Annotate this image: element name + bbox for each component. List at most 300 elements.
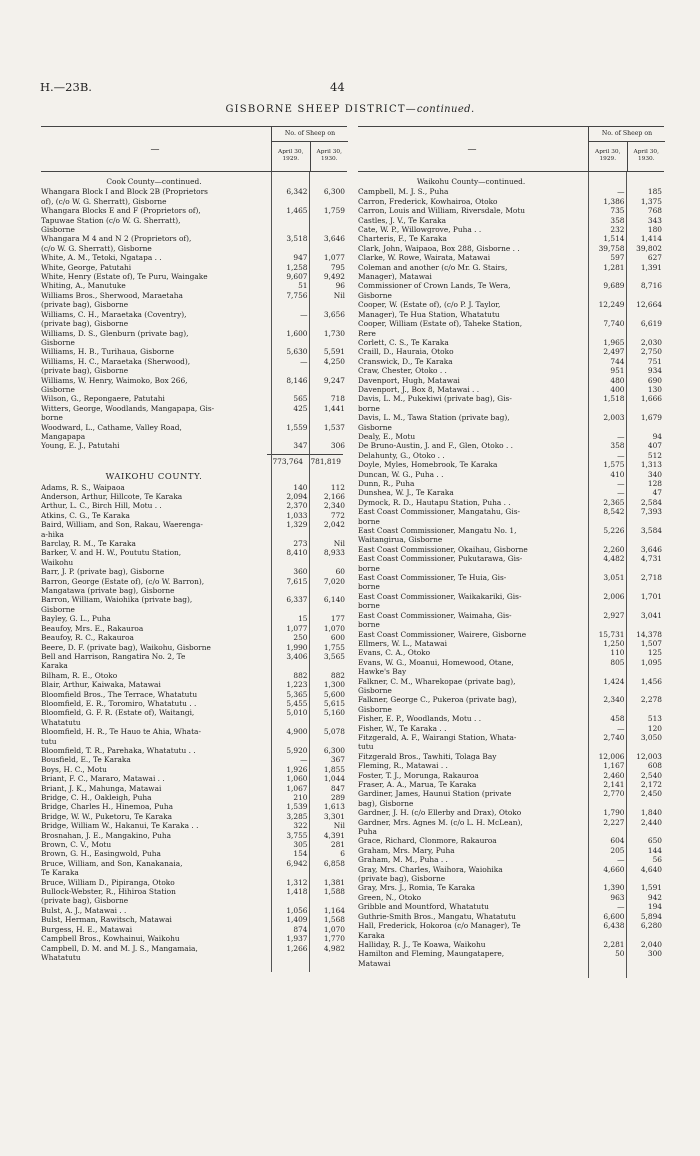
entry-name: Waikohu bbox=[41, 557, 74, 567]
table-row bbox=[41, 746, 347, 755]
sheep-1929 bbox=[589, 799, 627, 808]
sheep-1930 bbox=[626, 310, 664, 319]
name-column-header: — bbox=[467, 145, 477, 155]
table-row bbox=[358, 630, 664, 639]
entry-name: Davis, L. M., Pukekiwi (private bag), Gis- bbox=[358, 394, 512, 404]
entry-name: Graham, M. M., Puha . . bbox=[358, 855, 448, 865]
sheep-1930 bbox=[626, 517, 664, 526]
sheep-1929 bbox=[272, 385, 310, 394]
page-title bbox=[0, 104, 700, 115]
entry-name: Gisborne bbox=[358, 704, 392, 714]
sheep-1929 bbox=[272, 225, 310, 234]
entry-name: Gardner, J. H. (c/o Ellerby and Drax), Otoko bbox=[358, 808, 522, 818]
sheep-1930 bbox=[626, 959, 664, 968]
entry-name: Adams, R. S., Waipaoa bbox=[41, 482, 125, 492]
sheep-1930: 513 bbox=[647, 714, 662, 724]
sheep-1930: 94 bbox=[652, 431, 662, 441]
sheep-1930: 512 bbox=[647, 450, 662, 460]
entry-name: of), (c/o W. G. Sherratt), Gisborne bbox=[41, 196, 167, 206]
sheep-1930: 1,855 bbox=[323, 764, 345, 774]
sheep-1929: 3,051 bbox=[603, 573, 625, 583]
sheep-1929: — bbox=[617, 488, 625, 498]
entry-name: East Coast Commissioner, Okaihau, Gisborne bbox=[358, 544, 528, 554]
entry-name: Anderson, Arthur, Hillcote, Te Karaka bbox=[41, 492, 183, 501]
table-row bbox=[41, 821, 347, 830]
sheep-count-header bbox=[271, 127, 348, 171]
entry-name: Tapuwae Station (c/o W. G. Sherratt), bbox=[41, 215, 181, 225]
sheep-1930 bbox=[626, 291, 664, 300]
sheep-1930: Nil bbox=[333, 821, 345, 831]
sheep-1929: 1,575 bbox=[603, 460, 625, 470]
sheep-1930: 2,540 bbox=[640, 770, 662, 780]
table-row bbox=[41, 347, 347, 356]
entry-name: Brown, G. H., Easingwold, Puha bbox=[41, 849, 161, 859]
sheep-1930: 1,537 bbox=[323, 422, 345, 432]
entry-name: Bell and Harrison, Rangatira No. 2, Te bbox=[41, 651, 186, 661]
entry-name: Bayley, G. L., Puha bbox=[41, 614, 111, 624]
sheep-1930: 56 bbox=[652, 855, 662, 865]
sheep-count-header bbox=[588, 127, 665, 171]
entry-name: Gisborne bbox=[358, 685, 392, 695]
sheep-1929 bbox=[272, 718, 310, 727]
sheep-1930 bbox=[626, 564, 664, 573]
sheep-1930: 130 bbox=[647, 384, 662, 394]
entry-name: Davis, L. M., Tawa Station (private bag), bbox=[358, 413, 510, 423]
table-row bbox=[358, 535, 664, 544]
entry-name: Witters, George, Woodlands, Mangapapa, Gis- bbox=[41, 403, 215, 413]
table-row bbox=[358, 357, 664, 366]
table-row bbox=[41, 944, 347, 953]
sheep-1930: 2,750 bbox=[640, 347, 662, 357]
table-row bbox=[41, 934, 347, 943]
sheep-1929: 2,281 bbox=[603, 939, 625, 949]
sheep-1929 bbox=[589, 620, 627, 629]
table-row bbox=[358, 187, 664, 196]
sheep-1929 bbox=[272, 432, 310, 441]
table-row bbox=[41, 225, 347, 234]
sheep-1929: 305 bbox=[293, 840, 308, 850]
entry-name: Woodward, L., Cathame, Valley Road, bbox=[41, 422, 182, 432]
table-row bbox=[358, 808, 664, 817]
table-row bbox=[358, 648, 664, 657]
entry-name: Williams, C. H., Maraetaka (Coventry), bbox=[41, 309, 187, 319]
table-row bbox=[358, 234, 664, 243]
sheep-1929: 744 bbox=[610, 356, 625, 366]
sheep-1930 bbox=[309, 197, 347, 206]
sheep-1930 bbox=[309, 586, 347, 595]
sheep-1930: 5,600 bbox=[323, 689, 345, 699]
entry-name: East Coast Commissioner, Pukutarawa, Gis- bbox=[358, 554, 523, 564]
sheep-1930 bbox=[626, 535, 664, 544]
entry-name: Briant, J. K., Mahunga, Matawai bbox=[41, 783, 162, 793]
table-row bbox=[358, 902, 664, 911]
table-row bbox=[41, 263, 347, 272]
table-row bbox=[358, 846, 664, 855]
table-row bbox=[358, 554, 664, 563]
sheep-1929: — bbox=[617, 450, 625, 460]
entry-name: Davenport, Hugh, Matawai bbox=[358, 375, 460, 385]
sheep-1929: 322 bbox=[293, 821, 308, 831]
entry-name: Carron, Frederick, Kowhairoa, Otoko bbox=[358, 196, 498, 206]
document-reference: H.—23B. bbox=[40, 80, 92, 94]
table-row bbox=[41, 614, 347, 623]
table-row bbox=[358, 376, 664, 385]
entry-name: Williams, W. Henry, Waimoko, Box 266, bbox=[41, 375, 188, 385]
entry-name: Burgess, H. E., Matawai bbox=[41, 924, 133, 934]
sheep-1929: 6,600 bbox=[603, 911, 625, 921]
sheep-1929: 2,094 bbox=[286, 492, 308, 501]
sheep-1929: — bbox=[300, 356, 308, 366]
table-row bbox=[41, 605, 347, 614]
sheep-1930 bbox=[626, 874, 664, 883]
sheep-1930: 1,391 bbox=[640, 262, 662, 272]
sheep-1930: 47 bbox=[652, 488, 662, 498]
sheep-1929: 1,465 bbox=[286, 206, 308, 216]
sheep-1929: 3,755 bbox=[286, 830, 308, 840]
sheep-1929: 1,250 bbox=[603, 638, 625, 648]
entry-name: Castles, J. V., Te Karaka bbox=[358, 215, 447, 225]
entry-name: Campbell, D. M. and M. J. S., Mangamaia, bbox=[41, 943, 198, 953]
table-row bbox=[358, 855, 664, 864]
sheep-1930: 2,718 bbox=[640, 573, 662, 583]
entry-name: Bulst, Herman, Rawitsch, Matawai bbox=[41, 915, 172, 925]
sheep-1929: 1,514 bbox=[603, 234, 625, 244]
title-continued: continued. bbox=[416, 104, 475, 115]
table-row bbox=[41, 887, 347, 896]
entry-name: (private bag), Gisborne bbox=[358, 874, 446, 884]
entry-name: Whangara Blocks E and F (Proprietors of), bbox=[41, 206, 201, 216]
sheep-1929: 7,756 bbox=[286, 290, 308, 300]
section-heading: Waikohu County—continued. bbox=[416, 177, 526, 186]
entry-name: Hamilton and Fleming, Maungatapere, bbox=[358, 949, 505, 959]
table-row bbox=[358, 705, 664, 714]
sheep-1930: 2,030 bbox=[640, 337, 662, 347]
table-row bbox=[358, 959, 664, 968]
no-of-sheep-header: No. of Sheep on bbox=[272, 127, 348, 142]
entry-name: Halliday, R. J., Te Koawa, Waikohu bbox=[358, 939, 486, 949]
entry-name: (private bag), Gisborne bbox=[41, 896, 129, 906]
sheep-1930: 4,731 bbox=[640, 554, 662, 564]
sheep-1929: 51 bbox=[298, 281, 308, 291]
sheep-1929: 6,942 bbox=[286, 858, 308, 868]
sheep-1929: 15,731 bbox=[598, 629, 625, 639]
sheep-1930 bbox=[309, 366, 347, 375]
table-row bbox=[358, 564, 664, 573]
sheep-1930: 194 bbox=[647, 902, 662, 912]
sheep-1930: 3,041 bbox=[640, 610, 662, 620]
sheep-1930: 289 bbox=[330, 793, 345, 802]
table-row bbox=[358, 488, 664, 497]
entry-name: Fitzgerald, A. F., Wairangi Station, Whata- bbox=[358, 732, 517, 742]
sheep-1930: 1,730 bbox=[323, 328, 345, 338]
table-row bbox=[41, 812, 347, 821]
table-row bbox=[358, 517, 664, 526]
sheep-1930: 1,095 bbox=[640, 657, 662, 667]
entry-name: Hall, Frederick, Hokoroa (c/o Manager), Te bbox=[358, 921, 521, 931]
table-row bbox=[358, 507, 664, 516]
sheep-1930: 942 bbox=[647, 892, 662, 902]
table-row bbox=[41, 896, 347, 905]
sheep-1929 bbox=[272, 953, 310, 962]
entry-name: Evans, C. A., Otoko bbox=[358, 648, 431, 658]
sheep-1930: 1,591 bbox=[640, 883, 662, 893]
table-row bbox=[358, 592, 664, 601]
sheep-1929: 480 bbox=[610, 375, 625, 385]
entry-name: borne bbox=[358, 563, 380, 573]
sheep-1930: 6,300 bbox=[323, 187, 345, 197]
table-row bbox=[41, 708, 347, 717]
sheep-1930: 3,565 bbox=[323, 651, 345, 661]
table-row bbox=[41, 187, 347, 196]
table-row bbox=[358, 695, 664, 704]
entry-name: Whangara Block I and Block 2B (Proprietors bbox=[41, 187, 208, 197]
entry-name: Barclay, R. M., Te Karaka bbox=[41, 539, 136, 549]
sheep-1930 bbox=[309, 338, 347, 347]
table-row bbox=[358, 601, 664, 610]
entry-name: Fitzgerald Bros., Tawhiti, Tolaga Bay bbox=[358, 751, 497, 761]
sheep-1930: 3,050 bbox=[640, 732, 662, 742]
sheep-1929: 458 bbox=[610, 714, 625, 724]
entry-name: White, George, Patutahi bbox=[41, 262, 132, 272]
sheep-1930: 7,020 bbox=[323, 576, 345, 586]
sheep-1929 bbox=[272, 868, 310, 877]
sheep-1929: 565 bbox=[293, 394, 308, 404]
entry-name: Delahunty, G., Otoko . . bbox=[358, 450, 445, 460]
table-row bbox=[358, 799, 664, 808]
sheep-1930: 6 bbox=[340, 849, 345, 859]
entry-name: Evans, W. G., Moanui, Homewood, Otane, bbox=[358, 657, 514, 667]
page-header bbox=[40, 80, 670, 94]
sheep-1929 bbox=[589, 535, 627, 544]
table-row bbox=[41, 394, 347, 403]
sheep-1930: 1,456 bbox=[640, 676, 662, 686]
sheep-1930: 1,507 bbox=[640, 638, 662, 648]
sheep-1929 bbox=[272, 586, 310, 595]
sheep-1929: — bbox=[617, 479, 625, 488]
sheep-1929: 1,926 bbox=[286, 764, 308, 774]
table-row bbox=[358, 714, 664, 723]
waikohu-county-rows bbox=[41, 483, 347, 963]
sheep-1929: 140 bbox=[293, 482, 308, 492]
right-table-header bbox=[358, 126, 664, 172]
sheep-1929: 3,406 bbox=[286, 651, 308, 661]
table-row bbox=[358, 733, 664, 742]
sheep-1929 bbox=[272, 413, 310, 422]
sheep-1930: 2,042 bbox=[323, 520, 345, 530]
entry-name: Whatatutu bbox=[41, 952, 81, 962]
entry-name: tutu bbox=[41, 736, 57, 746]
sheep-1929 bbox=[589, 667, 627, 676]
entry-name: Carron, Louis and William, Riversdale, Motu bbox=[358, 206, 526, 216]
sheep-1930: 4,982 bbox=[323, 943, 345, 953]
sheep-1930: 4,250 bbox=[323, 356, 345, 366]
entry-name: Barr, J. P. (private bag), Gisborne bbox=[41, 567, 165, 577]
entry-name: Whiting, A., Manutuke bbox=[41, 281, 126, 291]
sheep-1929: 6,337 bbox=[286, 595, 308, 605]
entry-name: (private bag), Gisborne bbox=[41, 319, 129, 329]
entry-name: Green, N., Otoko bbox=[358, 892, 422, 902]
sheep-1930: 627 bbox=[647, 253, 662, 263]
table-row bbox=[358, 931, 664, 940]
sheep-1929: 50 bbox=[615, 949, 625, 959]
entry-name: Waitangirua, Gisborne bbox=[358, 535, 443, 545]
sheep-1930: 1,414 bbox=[640, 234, 662, 244]
table-row bbox=[358, 545, 664, 554]
sheep-1929: 2,365 bbox=[603, 497, 625, 507]
table-row bbox=[41, 755, 347, 764]
sheep-1930: 1,679 bbox=[640, 413, 662, 423]
table-row bbox=[41, 413, 347, 422]
table-row bbox=[41, 633, 347, 642]
entry-name: borne bbox=[358, 601, 380, 611]
sheep-1929: 1,424 bbox=[603, 676, 625, 686]
table-row bbox=[358, 921, 664, 930]
sheep-1929: 1,258 bbox=[286, 262, 308, 272]
sheep-1929: 1,559 bbox=[286, 422, 308, 432]
entry-name: Gisborne bbox=[41, 225, 75, 235]
sheep-1930 bbox=[309, 558, 347, 567]
entry-name: Young, E. J., Patutahi bbox=[41, 441, 120, 451]
entry-name: Beere, D. F. (private bag), Waikohu, Gisborne bbox=[41, 642, 211, 652]
sheep-1930: 6,858 bbox=[323, 858, 345, 868]
table-row bbox=[41, 652, 347, 661]
entry-name: Gisborne bbox=[358, 422, 392, 432]
table-row bbox=[358, 780, 664, 789]
sheep-1930: 1,759 bbox=[323, 206, 345, 216]
entry-name: Clarke, W. Rowe, Wairata, Matawai bbox=[358, 253, 491, 263]
table-row bbox=[358, 451, 664, 460]
sheep-1930 bbox=[309, 319, 347, 328]
entry-name: Campbell, M. J. S., Puha bbox=[358, 187, 449, 197]
entry-name: Mangapapa bbox=[41, 431, 86, 441]
table-row bbox=[358, 272, 664, 281]
entry-name: Dunn, R., Puha bbox=[358, 479, 415, 488]
sheep-1930: 1,070 bbox=[323, 924, 345, 934]
sheep-1930: 407 bbox=[647, 441, 662, 451]
sheep-1930 bbox=[626, 931, 664, 940]
entry-name: Bridge, Charles H., Hinemoa, Puha bbox=[41, 802, 173, 812]
entry-name: Bridge, W. W., Puketoru, Te Karaka bbox=[41, 811, 173, 821]
sheep-1929 bbox=[589, 582, 627, 591]
sheep-1930: 4,640 bbox=[640, 864, 662, 874]
sheep-1929: 1,033 bbox=[286, 510, 308, 520]
table-row bbox=[41, 244, 347, 253]
table-row bbox=[41, 859, 347, 868]
sheep-1929: 358 bbox=[610, 215, 625, 225]
section-heading: WAIKOHU COUNTY. bbox=[105, 471, 203, 482]
table-row bbox=[358, 206, 664, 215]
entry-name: East Coast Commissioner, Waikakariki, Gis- bbox=[358, 591, 522, 601]
table-row bbox=[358, 197, 664, 206]
sheep-1929: 9,607 bbox=[286, 272, 308, 282]
sheep-1930: 3,301 bbox=[323, 811, 345, 821]
entry-name: Fisher, E. P., Woodlands, Motu . . bbox=[358, 714, 482, 724]
sheep-1930: 1,840 bbox=[640, 808, 662, 818]
sheep-1929 bbox=[589, 959, 627, 968]
sheep-1929 bbox=[272, 319, 310, 328]
entry-name: Campbell Bros., Kowhainui, Waikohu bbox=[41, 934, 180, 944]
entry-name: Karaka bbox=[41, 661, 68, 671]
table-row bbox=[358, 658, 664, 667]
table-row bbox=[41, 774, 347, 783]
table-row bbox=[358, 827, 664, 836]
sheep-1930: 128 bbox=[647, 479, 662, 488]
sheep-1930 bbox=[309, 718, 347, 727]
total-1930: 781,819 bbox=[305, 454, 343, 466]
sheep-1929: 1,390 bbox=[603, 883, 625, 893]
sheep-1929: 5,455 bbox=[286, 698, 308, 708]
entry-name: Craw, Chester, Otoko . . bbox=[358, 366, 447, 376]
sheep-1929: 358 bbox=[610, 441, 625, 451]
table-row bbox=[41, 577, 347, 586]
entry-name: Fleming, R., Matawai . . bbox=[358, 761, 448, 771]
sheep-1929: 4,482 bbox=[603, 554, 625, 564]
sheep-1930: Nil bbox=[333, 539, 345, 549]
table-row bbox=[41, 432, 347, 441]
sheep-1930: 1,375 bbox=[640, 196, 662, 206]
entry-name: Cate, W. P., Willowgrove, Puha . . bbox=[358, 225, 482, 235]
sheep-1929 bbox=[272, 605, 310, 614]
sheep-1929: 110 bbox=[610, 648, 625, 658]
no-of-sheep-header: No. of Sheep on bbox=[589, 127, 665, 142]
sheep-1930: 1,666 bbox=[640, 394, 662, 404]
entry-name: Karaka bbox=[358, 930, 385, 940]
sheep-1929 bbox=[589, 291, 627, 300]
sheep-1929 bbox=[589, 329, 627, 338]
sheep-1930: 6,300 bbox=[323, 745, 345, 755]
sheep-1930 bbox=[626, 582, 664, 591]
sheep-1930: 3,646 bbox=[640, 544, 662, 554]
sheep-1930: 2,584 bbox=[640, 497, 662, 507]
table-row bbox=[41, 548, 347, 557]
section-heading: Cook County—continued. bbox=[106, 177, 202, 186]
sheep-1929: 1,965 bbox=[603, 337, 625, 347]
sheep-1930: 2,166 bbox=[323, 492, 345, 501]
sheep-1929: 2,340 bbox=[603, 695, 625, 705]
table-row bbox=[358, 394, 664, 403]
sheep-1930 bbox=[309, 530, 347, 539]
sheep-1929: 874 bbox=[293, 924, 308, 934]
sheep-1930 bbox=[309, 216, 347, 225]
table-row bbox=[358, 818, 664, 827]
sheep-1930: 180 bbox=[647, 225, 662, 235]
sheep-1930 bbox=[626, 272, 664, 281]
left-column bbox=[41, 126, 347, 962]
sheep-1929: 2,227 bbox=[603, 817, 625, 827]
sheep-1929 bbox=[589, 310, 627, 319]
sheep-1930: 367 bbox=[330, 755, 345, 765]
table-row bbox=[41, 737, 347, 746]
sheep-1930: 1,300 bbox=[323, 680, 345, 690]
sheep-1929: 1,312 bbox=[286, 877, 308, 887]
sheep-1929 bbox=[272, 216, 310, 225]
table-row bbox=[358, 912, 664, 921]
entry-name: Bloomfield, G. F. R. (Estate of), Waitangi, bbox=[41, 708, 195, 718]
sheep-1929: — bbox=[300, 755, 308, 765]
sheep-1930: 1,701 bbox=[640, 591, 662, 601]
sheep-1929: 2,460 bbox=[603, 770, 625, 780]
table-row bbox=[358, 865, 664, 874]
table-row bbox=[358, 253, 664, 262]
sheep-1929: 882 bbox=[293, 670, 308, 680]
table-row bbox=[41, 784, 347, 793]
sheep-1929: — bbox=[617, 187, 625, 197]
table-row bbox=[358, 771, 664, 780]
entry-name: Fraser, A. A., Marua, Te Karaka bbox=[358, 780, 477, 789]
sheep-1929 bbox=[589, 404, 627, 413]
sheep-1930: 306 bbox=[330, 441, 345, 451]
entry-name: Bruce, William D., Pipiranga, Otoko bbox=[41, 877, 175, 887]
